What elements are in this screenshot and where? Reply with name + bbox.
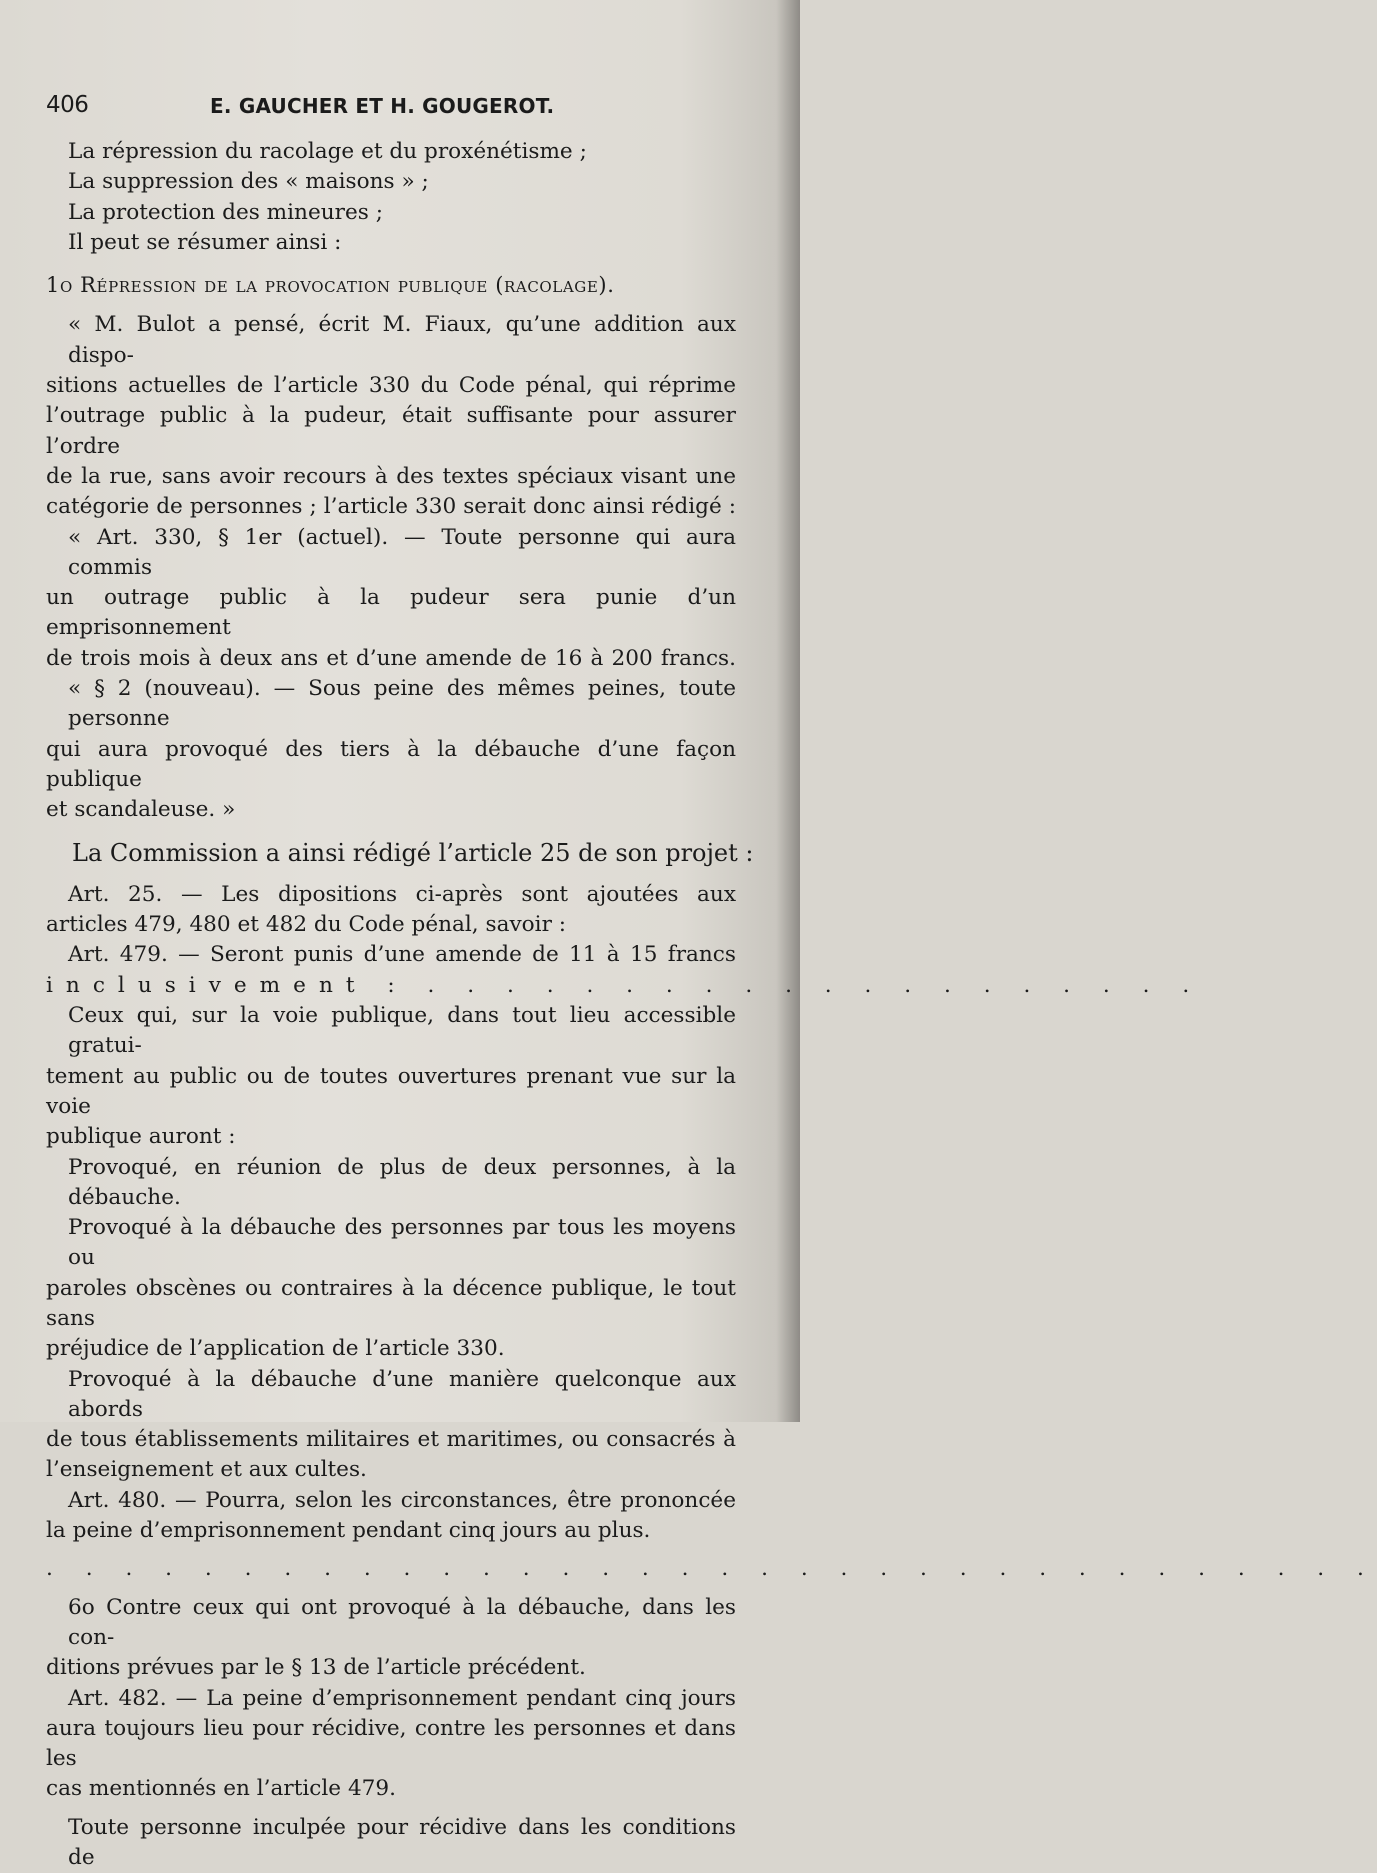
text-line: de tous établissements militaires et maritimes, ou consacrés à [46,1427,736,1453]
text-line: 6o Contre ceux qui ont provoqué à la débauche, dans les con- [68,1594,736,1650]
text-line: « M. Bulot a pensé, écrit M. Fiaux, qu’une addition aux dispo- [68,312,736,368]
body-text [46,137,1377,1873]
text-line: La protection des mineures ; [68,199,383,225]
text-line: catégorie de personnes ; l’article 330 serait donc ainsi rédigé : [46,494,736,520]
text-line: « Art. 330, § 1er (actuel). — Toute personne qui aura commis [68,524,736,580]
running-head: E. GAUCHER ET H. GOUGEROT. [210,94,555,118]
text-line: Art. 482. — La peine d’emprisonnement pendant cinq jours [68,1685,736,1711]
text-line: Provoqué, en réunion de plus de deux personnes, à la débauche. [68,1154,736,1210]
text-line: sitions actuelles de l’article 330 du Code pénal, qui réprime [46,373,736,399]
text-line: aura toujours lieu pour récidive, contre les personnes et dans les [46,1715,736,1772]
text-line: préjudice de l’application de l’article 330. [46,1336,505,1362]
text-line: l’enseignement et aux cultes. [46,1457,367,1483]
text-line: la peine d’emprisonnement pendant cinq jours au plus. [46,1518,651,1544]
text-line: . . . . . . . . . . . . . . . . . . . . . . . . . . . . . . . . . . [46,1556,1377,1582]
text-line: Art. 479. — Seront punis d’une amende de 11 à 15 francs [68,942,736,968]
text-line: Toute personne inculpée pour récidive dans les conditions de [68,1814,736,1871]
page-number: 406 [46,92,89,118]
text-line: Ceux qui, sur la voie publique, dans tout lieu accessible gratui- [68,1003,736,1059]
text-line: tement au public ou de toutes ouvertures prenant vue sur la voie [46,1063,736,1119]
text-line: La Commission a ainsi rédigé l’article 25 de son projet : [72,838,754,867]
text-line: de trois mois à deux ans et d’une amende de 16 à 200 francs. [46,645,736,671]
text-line: Provoqué à la débauche des personnes par tous les moyens ou [68,1215,736,1271]
text-line: et scandaleuse. » [46,797,236,823]
text-line: publique auront : [46,1124,236,1150]
text-line: articles 479, 480 et 482 du Code pénal, savoir : [46,912,567,938]
text-line: Art. 480. — Pourra, selon les circonstances, être prononcée [68,1487,736,1513]
section-heading: 1o Répression de la provocation publique (racolage). [46,273,615,298]
text-line: Provoqué à la débauche d’une manière quelconque aux abords [68,1366,736,1422]
text-line: un outrage public à la pudeur sera punie d’un emprisonnement [46,585,736,641]
text-line: inclusivement : . . . . . . . . . . . . . . . . . . . . [46,972,1203,998]
text-line: La suppression des « maisons » ; [68,169,429,195]
text-line: paroles obscènes ou contraires à la décence publique, le tout sans [46,1275,736,1331]
page-header [46,92,736,128]
text-line: l’outrage public à la pudeur, était suffisante pour assurer l’ordre [46,403,736,459]
text-line: ditions prévues par le § 13 de l’article précédent. [46,1655,586,1681]
text-line: de la rue, sans avoir recours à des textes spéciaux visant une [46,463,736,489]
text-line: qui aura provoqué des tiers à la débauche d’une façon publique [46,736,736,792]
text-line: Art. 25. — Les dipositions ci-après sont ajoutées aux [68,881,736,907]
text-line: La répression du racolage et du proxénétisme ; [68,139,587,164]
text-line: Il peut se résumer ainsi : [68,229,342,255]
text-line: « § 2 (nouveau). — Sous peine des mêmes peines, toute personne [68,676,736,732]
text-line: cas mentionnés en l’article 479. [46,1776,397,1802]
